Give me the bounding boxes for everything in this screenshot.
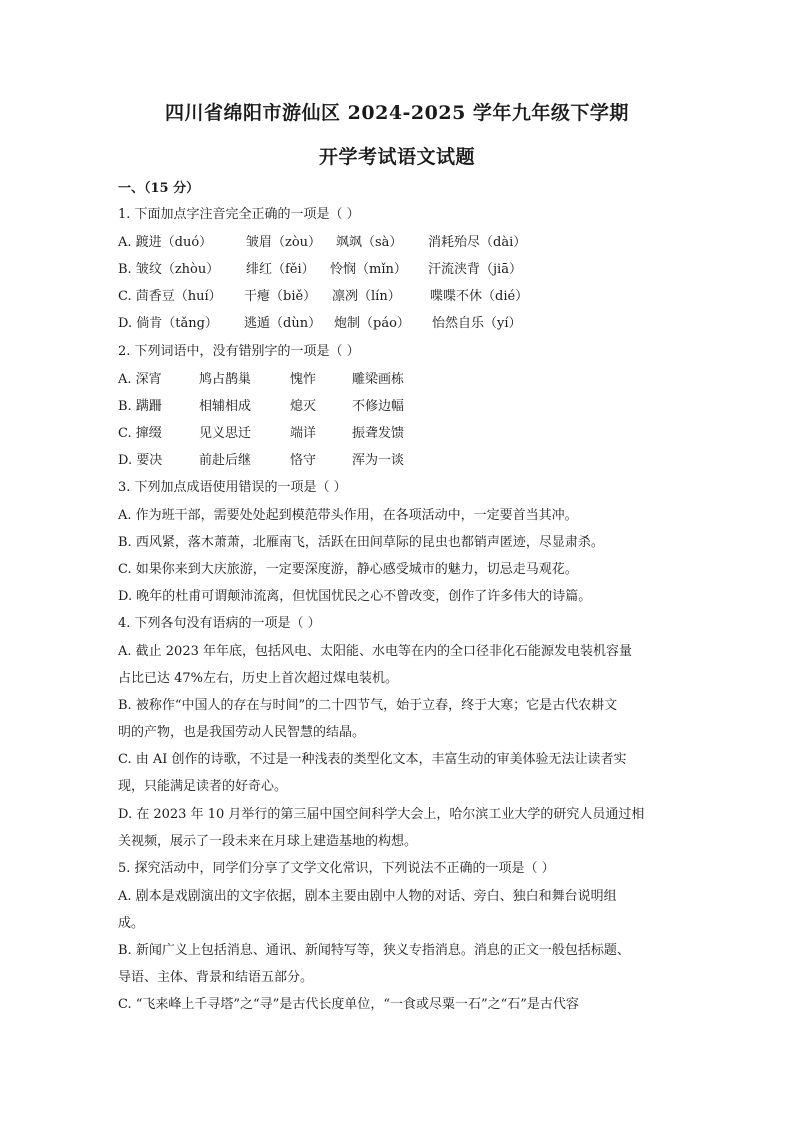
option-word: B. 皱纹（zhòu） bbox=[118, 262, 220, 277]
question-3-stem: 3. 下列加点成语使用错误的一项是（ ） bbox=[118, 480, 347, 495]
option-word: B. 蹒跚 bbox=[118, 399, 162, 414]
option-word: 恪守 bbox=[290, 453, 317, 468]
question-4-stem: 4. 下列各句没有语病的一项是（ ） bbox=[118, 616, 321, 631]
option-word: 愧怍 bbox=[290, 372, 317, 387]
section-heading: 一、（15 分） bbox=[118, 181, 200, 196]
option-word: 熄灭 bbox=[290, 399, 317, 414]
option-word: 怡然自乐（yí） bbox=[432, 316, 522, 331]
option-word: 鸠占鹊巢 bbox=[199, 372, 252, 387]
option-word: C. 茴香豆（huí） bbox=[118, 289, 222, 304]
option-word: 振聋发馈 bbox=[352, 426, 405, 441]
option-word: 见义思迁 bbox=[199, 426, 252, 441]
question-4-line: C. 由 AI 创作的诗歌，不过是一种浅表的类型化文本，丰富生动的审美体验无法让读者实 bbox=[118, 752, 627, 767]
question-3-option-d: D. 晚年的杜甫可谓颠沛流离，但忧国忧民之心不曾改变，创作了许多伟大的诗篇。 bbox=[118, 589, 592, 604]
option-word: 怜悯（mǐn） bbox=[330, 262, 407, 277]
question-1-stem: 1. 下面加点字注音完全正确的一项是（ ） bbox=[118, 207, 360, 222]
option-word: 凛冽（lín） bbox=[332, 289, 401, 304]
option-word: A. 深宵 bbox=[118, 372, 162, 387]
option-word: 飒飒（sà） bbox=[336, 235, 403, 250]
option-word: C. 撺缀 bbox=[118, 426, 162, 441]
question-5-line: 成。 bbox=[118, 916, 145, 931]
question-4-line: D. 在 2023 年 10 月举行的第三届中国空间科学大会上，哈尔滨工业大学的研究人员通过相 bbox=[118, 807, 645, 822]
question-5-line: B. 新闻广义上包括消息、通讯、新闻特写等，狭义专指消息。消息的正文一般包括标题、 bbox=[118, 943, 630, 958]
exam-title-line-2: 开学考试语文试题 bbox=[318, 146, 475, 168]
question-4-line: 现，只能满足读者的好奇心。 bbox=[118, 779, 288, 794]
question-4-line: 占比已达 47%左右，历史上首次超过煤电装机。 bbox=[118, 671, 399, 686]
option-word: 炮制（páo） bbox=[334, 316, 410, 331]
option-word: A. 踱进（duó） bbox=[118, 235, 213, 250]
question-4-line: 明的产物，也是我国劳动人民智慧的结晶。 bbox=[118, 725, 366, 740]
option-word: 逃遁（dùn） bbox=[244, 316, 322, 331]
question-3-option-a: A. 作为班干部，需要处处起到模范带头作用，在各项活动中，一定要首当其冲。 bbox=[118, 508, 578, 523]
option-word: 干瘪（biě） bbox=[244, 289, 317, 304]
option-word: 汗流浃背（jiā） bbox=[428, 262, 522, 277]
question-5-line: C. “飞来峰上千寻塔”之“寻”是古代长度单位，“一食或尽粟一石”之“石”是古代容 bbox=[118, 997, 579, 1012]
exam-title-line-1: 四川省绵阳市游仙区 2024-2025 学年九年级下学期 bbox=[165, 102, 629, 124]
option-word: 绯红（fěi） bbox=[246, 262, 315, 277]
option-word: 相辅相成 bbox=[199, 399, 252, 414]
question-5-stem: 5. 探究活动中，同学们分享了文学文化常识，下列说法不正确的一项是（ ） bbox=[118, 861, 555, 876]
question-5-line: 导语、主体、背景和结语五部分。 bbox=[118, 970, 314, 985]
option-word: D. 要决 bbox=[118, 453, 163, 468]
question-2-stem: 2. 下列词语中，没有错别字的一项是（ ） bbox=[118, 344, 360, 359]
option-word: 消耗殆尽（dài） bbox=[428, 235, 527, 250]
question-4-line: 关视频，展示了一段未来在月球上建造基地的构想。 bbox=[118, 834, 418, 849]
option-word: 浑为一谈 bbox=[352, 453, 405, 468]
option-word: 皱眉（zòu） bbox=[246, 235, 322, 250]
question-4-line: B. 被称作“中国人的存在与时间”的二十四节气，始于立春，终于大寒；它是古代农耕文 bbox=[118, 698, 618, 713]
question-5-line: A. 剧本是戏剧演出的文字依据，剧本主要由剧中人物的对话、旁白、独白和舞台说明组 bbox=[118, 889, 617, 904]
option-word: 喋喋不休（dié） bbox=[430, 289, 529, 304]
option-word: 雕梁画栋 bbox=[352, 372, 405, 387]
question-4-line: A. 截止 2023 年年底，包括风电、太阳能、水电等在内的全口径非化石能源发电装机容量 bbox=[118, 644, 633, 659]
option-word: 前赴后继 bbox=[199, 453, 252, 468]
option-word: D. 倘肯（tǎng） bbox=[118, 316, 218, 331]
option-word: 端详 bbox=[290, 426, 317, 441]
option-word: 不修边幅 bbox=[352, 399, 405, 414]
question-3-option-b: B. 西风紧，落木萧萧，北雁南飞，活跃在田间草际的昆虫也都销声匿迹，尽显肃杀。 bbox=[118, 535, 604, 550]
question-3-option-c: C. 如果你来到大庆旅游，一定要深度游，静心感受城市的魅力，切忌走马观花。 bbox=[118, 562, 578, 577]
